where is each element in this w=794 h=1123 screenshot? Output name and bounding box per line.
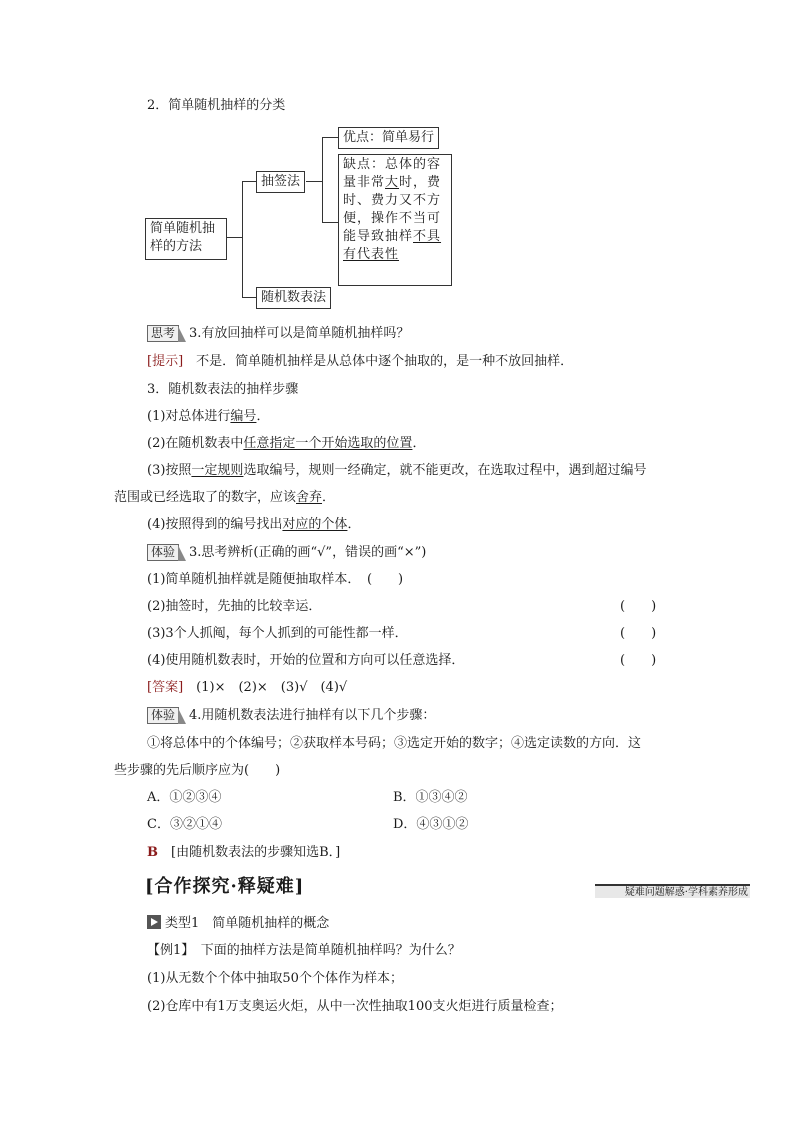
diagram-pros: 优点：简单易行 <box>338 127 439 149</box>
hint: [提示] 不是．简单随机抽样是从总体中逐个抽取的，是一种不放回抽样． <box>147 354 574 369</box>
play-icon <box>147 915 161 929</box>
think-question: 思考 3.有放回抽样可以是简单随机抽样吗？ <box>147 325 409 343</box>
exp3-item-3: (3)3个人抓阄，每个人抓到的可能性都一样． <box>147 626 408 641</box>
heading-steps: 3．随机数表法的抽样步骤 <box>147 382 299 397</box>
example-1: 【例1】 下面的抽样方法是简单随机抽样吗？为什么？ <box>147 943 461 958</box>
exp3-title: 体验 3.思考辨析(正确的画“√”，错误的画“×”) <box>147 544 426 562</box>
exp3-answer: [答案] (1)× (2)× (3)√ (4)√ <box>147 680 348 695</box>
exp3-item-2: (2)抽签时，先抽的比较幸运． <box>147 599 322 614</box>
step-2: (2)在随机数表中任意指定一个开始选取的位置． <box>147 436 426 451</box>
connector <box>322 137 323 223</box>
cons-line: 能导致抽样不具 <box>343 229 442 244</box>
exp4-title: 体验 4.用随机数表法进行抽样有以下几个步骤： <box>147 707 435 725</box>
cons-line: 量非常大时，费 <box>343 175 442 190</box>
connector <box>242 181 256 182</box>
cons-line: 时、费力又不方 <box>343 193 442 208</box>
step-1: (1)对总体进行编号． <box>147 409 270 424</box>
connector <box>226 237 242 238</box>
example-q1: (1)从无数个个体中抽取50个个体作为样本； <box>147 971 403 986</box>
connector <box>242 297 256 298</box>
step-3: (3)按照一定规则选取编号，规则一经确定，就不能更改，在选取过程中，遇到超过编号 <box>147 463 647 478</box>
exp4-answer: B [由随机数表法的步骤知选B．] <box>147 845 341 860</box>
answer-paren: ( ) <box>620 653 657 668</box>
answer-paren: ( ) <box>620 599 657 614</box>
option-a: A．①②③④ <box>147 790 222 805</box>
exp3-item-1: (1)简单随机抽样就是随便抽取样本． ( ) <box>147 572 404 587</box>
heading-classification: 2．简单随机抽样的分类 <box>147 98 286 113</box>
exp4-line-1: ①将总体中的个体编号；②获取样本号码；③选定开始的数字；④选定读数的方向．这 <box>147 736 642 751</box>
cons-line: 有代表性 <box>343 247 400 262</box>
diagram-root: 简单随机抽样的方法 <box>145 218 227 260</box>
type-heading: 类型1 简单随机抽样的概念 <box>147 915 329 933</box>
exp-tag: 体验 <box>147 544 179 561</box>
diagram-lottery: 抽签法 <box>256 171 305 193</box>
section-title: [合作探究·释疑难] <box>145 876 305 897</box>
connector <box>306 181 322 182</box>
step-3-cont: 范围或已经选取了的数字，应该舍弃． <box>114 490 336 505</box>
connector <box>242 181 243 298</box>
think-tag: 思考 <box>147 325 179 342</box>
option-c: C．③②①④ <box>147 817 222 832</box>
exp-tag: 体验 <box>147 707 179 724</box>
option-d: D．④③①② <box>393 817 469 832</box>
step-4: (4)按照得到的编号找出对应的个体． <box>147 517 361 532</box>
exp3-item-4: (4)使用随机数表时，开始的位置和方向可以任意选择． <box>147 653 465 668</box>
example-q2: (2)仓库中有1万支奥运火炬，从中一次性抽取100支火炬进行质量检查； <box>147 999 563 1014</box>
diagram-cons <box>338 154 452 286</box>
option-b: B．①③④② <box>393 790 468 805</box>
exp4-line-2: 些步骤的先后顺序应为( ) <box>114 763 281 778</box>
answer-paren: ( ) <box>620 626 657 641</box>
section-header <box>145 872 750 900</box>
diagram-random-table: 随机数表法 <box>256 287 331 309</box>
connector <box>322 222 338 223</box>
section-bar: 疑难问题解惑·学科素养形成 <box>595 884 750 898</box>
cons-line: 缺点：总体的容 <box>343 157 442 172</box>
cons-line: 便，操作不当可 <box>343 211 442 226</box>
hint-label: [提示] <box>147 354 184 369</box>
connector <box>322 137 338 138</box>
